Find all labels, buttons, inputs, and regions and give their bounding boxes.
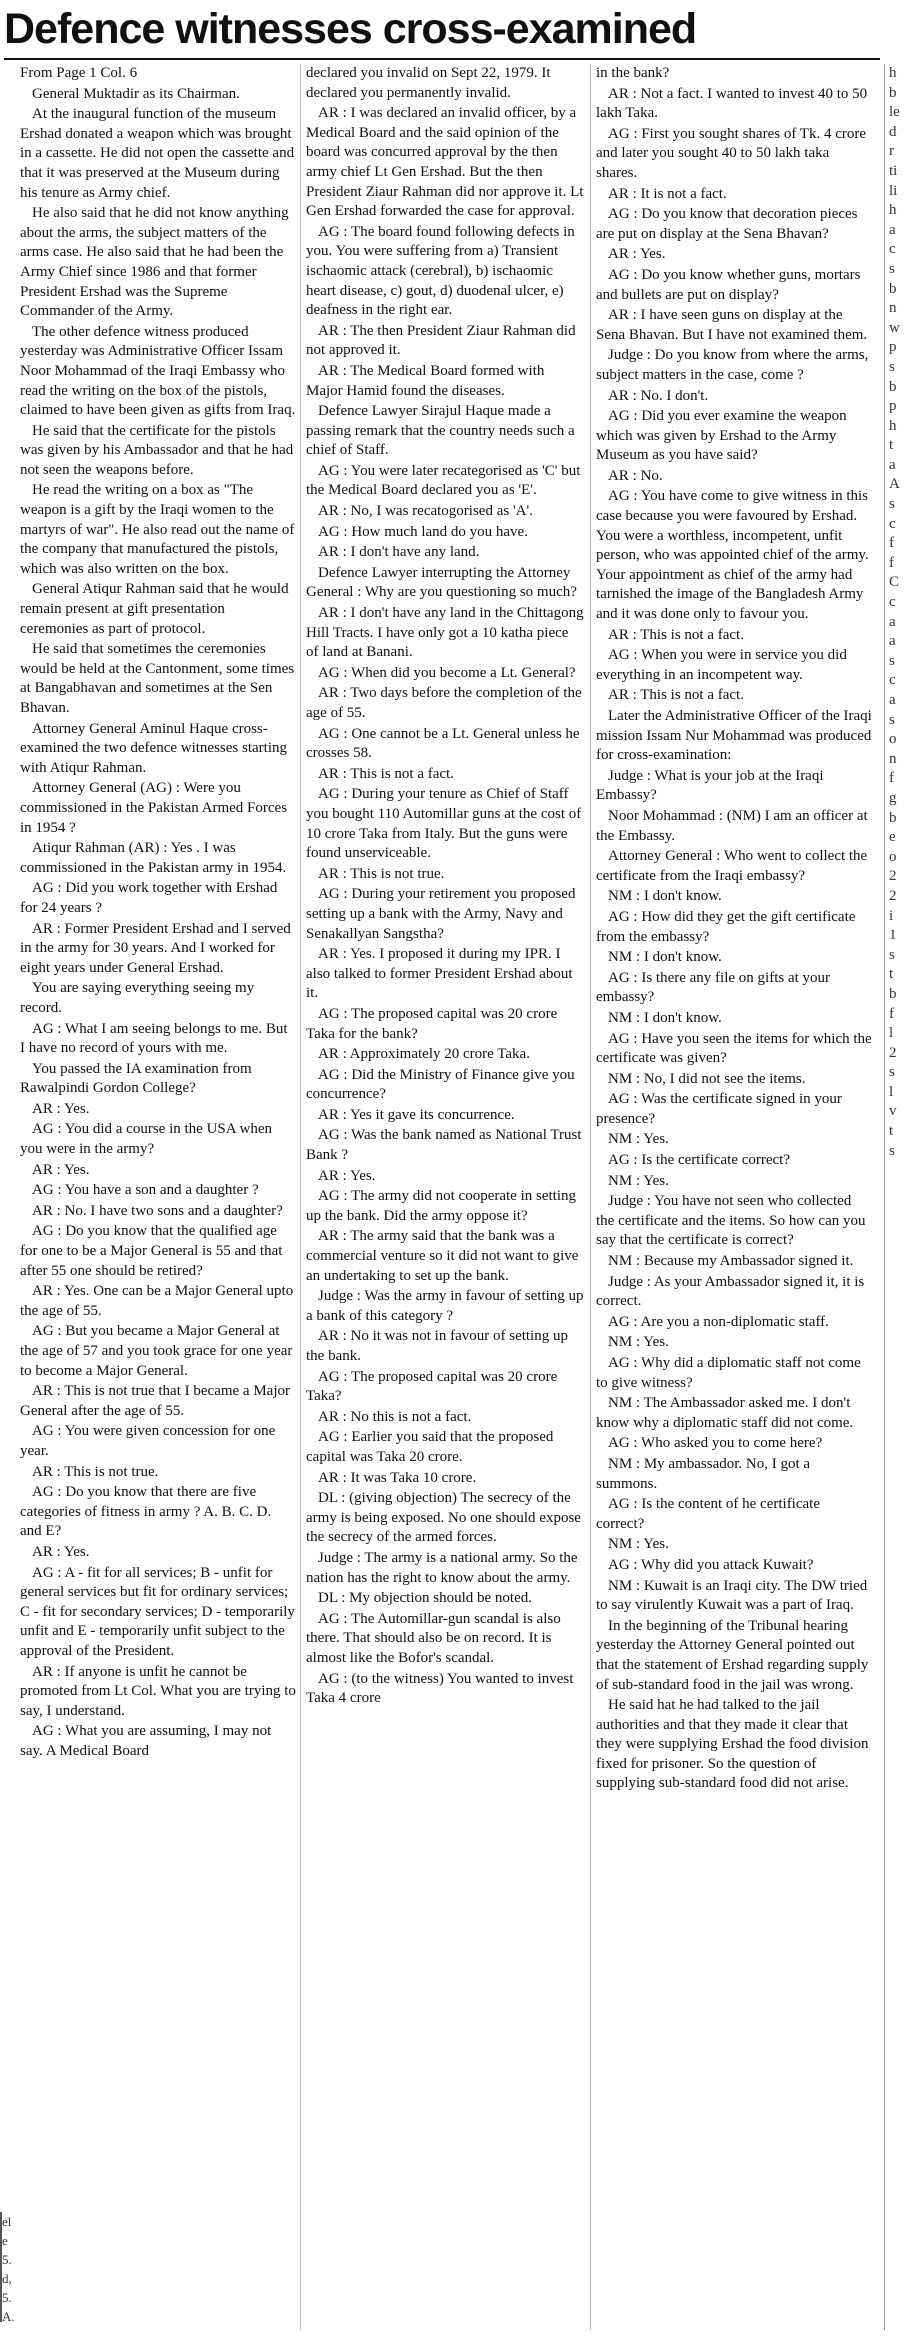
article-paragraph: Judge : What is your job at the Iraqi Embassy?	[596, 767, 824, 804]
article-column-2	[306, 64, 584, 2330]
article-paragraph: AR : Former President Ershad and I served in the army for 30 years. And I worked for eight years under General Ershad.	[20, 920, 291, 976]
article-paragraph: AG : The board found following defects in you. You were suffering from a) Transient ischaomic attack (cerebral), b) ischaomic heart disease, c) gout, d) duodenal ulcer, e) deafness in the right ear.	[306, 223, 575, 319]
article-paragraph: AR : It is not a fact.	[608, 185, 727, 202]
article-paragraph: He said that sometimes the ceremonies would be held at the Cantonment, some times at Bangabhavan and sometimes at the Sen Bhavan.	[20, 641, 295, 716]
article-column-3	[596, 64, 872, 2330]
column-rule	[300, 64, 301, 2330]
article-paragraph: AG : Do you know that decoration pieces are put on display at the Sena Bhavan?	[596, 206, 858, 242]
article-paragraph: AR : This is not a fact.	[608, 687, 744, 704]
article-paragraph: NM : Yes.	[608, 1172, 669, 1189]
fragment-line: b	[889, 809, 897, 826]
article-paragraph: AG : Do you know whether guns, mortars and bullets are put on display?	[596, 266, 861, 303]
article-paragraph: AG : What you are assuming, I may not say. A Medical Board	[20, 1723, 272, 1759]
article-paragraph: in the bank?	[596, 65, 670, 81]
article-paragraph: NM : Because my Ambassador signed it.	[608, 1253, 854, 1270]
article-paragraph: AG : You have a son and a daughter ?	[32, 1182, 259, 1199]
fragment-line: s	[889, 1064, 895, 1081]
article-paragraph: AG : The proposed capital was 20 crore Taka for the bank?	[306, 1005, 558, 1042]
article-paragraph: AG : You have come to give witness in this case because you were favoured by Ershad. You were a worthless, incompetent, unfit person, who was appointed chief of the army. Your appointment as chief of the army had tarnished the image of the Bangladesh Army and it was done only to favour you.	[596, 488, 869, 623]
article-paragraph: AR : Yes.	[32, 1161, 90, 1178]
article-paragraph: AG : You were given concession for one year.	[20, 1423, 276, 1459]
article-paragraph: AG : Is there any file on gifts at your embassy?	[596, 969, 831, 1006]
article-paragraph: AR : This is not a fact.	[318, 765, 454, 782]
article-paragraph: He also said that he did not know anything about the arms, the subject matters of the arms case. He also said that he had been the Army Chief since 1986 and that former President Ershad was the Supreme Commander of the Army.	[20, 205, 289, 320]
fragment-line: e	[2, 2233, 8, 2248]
article-paragraph: Noor Mohammad : (NM) I am an officer at the Embassy.	[596, 807, 868, 844]
adjacent-article-fragment-left	[0, 2212, 16, 2322]
fragment-line: l	[889, 1083, 894, 1100]
article-paragraph: In the beginning of the Tribunal hearing yesterday the Attorney General pointed out that the statement of Ershad regarding supply of sub-standard food in the jail was wrong.	[596, 1617, 869, 1693]
fragment-line: s	[889, 652, 895, 669]
article-paragraph: NM : Kuwait is an Iraqi city. The DW tried to say virulently Kuwait was a part of Iraq.	[596, 1577, 868, 1614]
article-paragraph: AG : When did you become a Lt. General?	[318, 664, 576, 681]
article-paragraph: AR : Yes.	[608, 246, 666, 263]
article-paragraph: AG : But you became a Major General at the age of 57 and you took grace for one year to become a Major General.	[20, 1323, 293, 1379]
article-paragraph: AR : I don't have any land in the Chittagong Hill Tracts. I have only got a 10 katha piece of land at Banani.	[306, 605, 584, 661]
article-paragraph: He said hat he had talked to the jail authorities and that they made it clear that they were supplying Ershad the food division fixed for prisoner. So the question of supplying sub-standard food did not arise.	[596, 1697, 869, 1792]
headline: Defence witnesses cross-examined	[4, 0, 880, 60]
fragment-line: c	[889, 672, 896, 689]
article-paragraph: AR : No. I have two sons and a daughter?	[32, 1202, 283, 1219]
fragment-line: a	[889, 456, 896, 473]
fragment-line: n	[889, 750, 897, 767]
article-paragraph: He read the writing on a box as "The weapon is a gift by the Iraqi women to the martyrs of war". He also read out the name of the company that manufactured the pistols, which was also written on the box.	[20, 482, 295, 577]
fragment-line: i	[889, 907, 894, 924]
article-paragraph: Attorney General : Who went to collect the certificate from the Iraqi embassy?	[596, 848, 868, 884]
fragment-line: p	[889, 339, 897, 356]
article-paragraph: AG : How much land do you have.	[318, 523, 528, 540]
fragment-line: s	[889, 358, 895, 375]
fragment-line: s	[889, 711, 895, 728]
article-paragraph: Atiqur Rahman (AR) : Yes . I was commissioned in the Pakistan army in 1954.	[20, 840, 287, 876]
article-paragraph: AG : (to the witness) You wanted to invest Taka 4 crore	[306, 1670, 574, 1707]
article-paragraph: The other defence witness produced yesterday was Administrative Officer Issam Noor Mohammad of the Iraqi Embassy who read the writing on the box of the pistols, claimed to have been given as gifts from Iraq.	[20, 323, 296, 419]
article-paragraph: AR : This is not a fact.	[608, 626, 744, 643]
article-paragraph: You passed the IA examination from Rawalpindi Gordon College?	[20, 1060, 252, 1097]
article-paragraph: At the inaugural function of the museum Ershad donated a weapon which was brought in a cassette. He did not open the cassette and that it was preserved at the Museum during his tenure as Army chief.	[20, 106, 295, 201]
article-paragraph: Defence Lawyer interrupting the Attorney General : Why are you questioning so much?	[306, 564, 577, 601]
fragment-line: n	[889, 300, 897, 317]
article-paragraph: AR : If anyone is unfit he cannot be promoted from Lt Col. What you are trying to say, I understand.	[20, 1663, 296, 1719]
fragment-line: h	[889, 65, 897, 81]
fragment-line: A	[889, 476, 900, 493]
adjacent-article-fragment	[884, 64, 916, 2330]
fragment-line: li	[889, 182, 898, 199]
article-paragraph: AR : No it was not in favour of setting up the bank.	[306, 1328, 568, 1364]
fragment-line: t	[889, 1123, 894, 1140]
article-paragraph: AG : The Automillar-gun scandal is also there. That should also be on record. It is almost like the Bofor's scandal.	[306, 1610, 561, 1666]
article-paragraph: Later the Administrative Officer of the Iraqi mission Issam Nur Mohammad was produced for cross-examination:	[596, 708, 872, 764]
fragment-line: s	[889, 946, 895, 963]
fragment-line: w	[889, 319, 900, 336]
article-paragraph: Defence Lawyer Sirajul Haque made a passing remark that the country needs such a chief of Staff.	[306, 403, 575, 459]
fragment-line: a	[889, 613, 896, 630]
article-paragraph: Attorney General (AG) : Were you commissioned in the Pakistan Armed Forces in 1954 ?	[20, 780, 288, 836]
fragment-line: v	[889, 1103, 897, 1120]
article-paragraph: AR : This is not true.	[318, 865, 445, 882]
article-paragraph: AR : Yes.	[32, 1543, 90, 1560]
fragment-line: e	[889, 829, 896, 846]
article-paragraph: AR : Yes.	[32, 1100, 90, 1117]
article-paragraph: General Atiqur Rahman said that he would remain present at gift presentation ceremonies as part of protocol.	[20, 581, 289, 637]
fragment-line: o	[889, 731, 897, 748]
column-rule	[590, 64, 591, 2330]
article-paragraph: NM : I don't know.	[608, 1009, 722, 1026]
article-paragraph: NM : Yes.	[608, 1334, 669, 1351]
article-paragraph: AG : Why did you attack Kuwait?	[608, 1556, 814, 1573]
article-paragraph: AR : The then President Ziaur Rahman did not approved it.	[306, 322, 576, 359]
fragment-line: ti	[889, 162, 898, 179]
fragment-line: s	[889, 1142, 895, 1159]
article-paragraph: AG : The army did not cooperate in setting up the bank. Did the army oppose it?	[306, 1188, 576, 1224]
article-paragraph: AG : A - fit for all services; B - unfit for general services but fit for ordinary services; C - fit for secondary services; D - temporarily unfit and E - temporarily unfit subject to the approval of the President.	[20, 1564, 295, 1659]
article-paragraph: AG : Did you ever examine the weapon which was given by Ershad to the Army Museum as you have said?	[596, 408, 847, 464]
fragment-line: l	[889, 1025, 894, 1042]
article-paragraph: Judge : Do you know from where the arms, subject matters in the case, come ?	[596, 347, 869, 383]
fragment-line: f	[889, 554, 894, 571]
article-paragraph: AR : This is not true that I became a Major General after the age of 55.	[20, 1383, 290, 1419]
fragment-line: f	[889, 770, 894, 787]
fragment-line: a	[889, 692, 896, 708]
article-paragraph: NM : Yes.	[608, 1131, 669, 1148]
fragment-line: d,	[2, 2271, 12, 2286]
article-paragraph: AG : Who asked you to come here?	[608, 1435, 823, 1452]
fragment-line: c	[889, 241, 896, 258]
article-paragraph: AR : No. I don't.	[608, 387, 709, 404]
article-paragraph: AG : Was the certificate signed in your presence?	[596, 1091, 842, 1127]
article-paragraph: Attorney General Aminul Haque cross-examined the two defence witnesses starting with Atiqur Rahman.	[20, 720, 287, 776]
fragment-line: h	[889, 417, 897, 434]
article-paragraph: AG : Was the bank named as National Trust Bank ?	[306, 1127, 582, 1164]
article-paragraph: AR : Yes it gave its concurrence.	[318, 1106, 515, 1123]
article-paragraph: AR : Approximately 20 crore Taka.	[318, 1046, 530, 1063]
article-paragraph: AG : Are you a non-diplomatic staff.	[608, 1313, 829, 1330]
article-paragraph: Judge : As your Ambassador signed it, it is correct.	[596, 1273, 865, 1310]
article-paragraph: DL : (giving objection) The secrecy of the army is being exposed. No one should expose the secrecy of the armed forces.	[306, 1490, 581, 1546]
article-paragraph: AG : Did you work together with Ershad for 24 years ?	[20, 880, 278, 916]
article-paragraph: AG : You did a course in the USA when you were in the army?	[20, 1121, 272, 1158]
article-paragraph: AG : Did the Ministry of Finance give you concurrence?	[306, 1066, 575, 1103]
fragment-line: g	[889, 789, 897, 806]
fragment-line: 2	[889, 887, 897, 904]
fragment-line: A.	[2, 2309, 15, 2322]
article-paragraph: NM : The Ambassador asked me. I don't know why a diplomatic staff did not come.	[596, 1395, 854, 1431]
article-paragraph: AG : The proposed capital was 20 crore Taka?	[306, 1368, 558, 1405]
article-paragraph: AG : During your retirement you proposed setting up a bank with the Army, Navy and Senakallyan Sangstha?	[306, 886, 576, 942]
article-paragraph: AR : I have seen guns on display at the Sena Bhavan. But I have not examined them.	[596, 307, 868, 343]
article-paragraph: NM : Yes.	[608, 1536, 669, 1553]
article-paragraph: AG : Earlier you said that the proposed capital was Taka 20 crore.	[306, 1429, 554, 1465]
fragment-line: s	[889, 496, 895, 513]
article-paragraph: NM : No, I did not see the items.	[608, 1070, 806, 1087]
article-paragraph: AG : Do you know that the qualified age for one to be a Major General is 55 and that after 55 one should be retired?	[20, 1223, 283, 1279]
article-paragraph: AR : No this is not a fact.	[318, 1408, 472, 1425]
article-paragraph: AG : You were later recategorised as 'C' but the Medical Board declared you as 'E'.	[306, 462, 581, 499]
fragment-line: 2	[889, 1044, 897, 1061]
article-paragraph: You are saying everything seeing my record.	[20, 980, 255, 1016]
fragment-line: a	[889, 633, 896, 650]
article-paragraph: AR : Yes. One can be a Major General upto the age of 55.	[20, 1283, 294, 1319]
article-paragraph: Judge : The army is a national army. So the nation has the right to know about the army.	[306, 1549, 578, 1586]
article-paragraph: AR : Not a fact. I wanted to invest 40 to 50 lakh Taka.	[596, 85, 868, 122]
article-paragraph: AG : During your tenure as Chief of Staff you bought 110 Automillar guns at the cost of 10 crore Taka from Italy. But the guns were found unserviceable.	[306, 786, 582, 862]
fragment-line: b	[889, 280, 897, 297]
fragment-line: f	[889, 1005, 894, 1022]
fragment-line: el	[2, 2214, 12, 2229]
article-paragraph: AR : Yes.	[318, 1167, 376, 1184]
fragment-line: h	[889, 202, 897, 219]
fragment-line: p	[889, 398, 897, 415]
article-paragraph: AG : Have you seen the items for which the certificate was given?	[596, 1030, 872, 1067]
article-paragraph: DL : My objection should be noted.	[318, 1590, 532, 1607]
article-paragraph: He said that the certificate for the pistols was given by his Ambassador and that he had not seen the weapons before.	[20, 422, 294, 478]
article-paragraph: AG : Is the content of he certificate correct?	[596, 1496, 820, 1532]
fragment-line: s	[889, 260, 895, 277]
article-paragraph: AG : Why did a diplomatic staff not come to give witness?	[596, 1355, 861, 1391]
article-paragraph: Judge : You have not seen who collected the certificate and the items. So how can you say that the certificate is correct?	[596, 1193, 866, 1249]
article-paragraph: AR : No.	[608, 467, 663, 484]
fragment-line: 5.	[2, 2252, 12, 2267]
article-paragraph: AG : How did they get the gift certificate from the embassy?	[596, 908, 856, 945]
fragment-line: le	[889, 104, 900, 121]
article-paragraph: AG : When you were in service you did everything in an incompetent way.	[596, 647, 847, 683]
fragment-line: t	[889, 437, 894, 454]
article-paragraph: AG : What I am seeing belongs to me. But I have no record of yours with me.	[20, 1020, 288, 1057]
article-paragraph: AR : This is not true.	[32, 1463, 159, 1480]
article-paragraph: General Muktadir as its Chairman.	[32, 85, 240, 102]
article-paragraph: NM : My ambassador. No, I got a summons.	[596, 1455, 811, 1492]
article-paragraph: AG : Is the certificate correct?	[608, 1152, 790, 1169]
fragment-line: 5.	[2, 2290, 12, 2305]
fragment-line: 2	[889, 868, 897, 885]
fragment-line: d	[889, 123, 897, 140]
fragment-line: 1	[889, 927, 897, 944]
fragment-line: c	[889, 594, 896, 611]
fragment-line: t	[889, 966, 894, 983]
article-paragraph: AR : The Medical Board formed with Major Hamid found the diseases.	[306, 362, 545, 399]
article-paragraph: From Page 1 Col. 6	[20, 65, 138, 81]
fragment-line: b	[889, 378, 897, 395]
fragment-line: f	[889, 535, 894, 552]
article-paragraph: AR : I don't have any land.	[318, 544, 480, 561]
fragment-line: b	[889, 985, 897, 1002]
fragment-line: r	[889, 143, 894, 160]
article-paragraph: NM : I don't know.	[608, 888, 722, 905]
article-paragraph: AG : One cannot be a Lt. General unless he crosses 58.	[306, 725, 580, 762]
fragment-line: C	[889, 574, 900, 591]
article-paragraph: NM : I don't know.	[608, 949, 722, 966]
fragment-line: o	[889, 848, 897, 865]
article-paragraph: AR : Yes. I proposed it during my IPR. I also talked to former President Ershad about it.	[306, 946, 573, 1002]
article-paragraph: AR : Two days before the completion of the age of 55.	[306, 685, 582, 721]
article-paragraph: AG : Do you know that there are five categories of fitness in army ? A. B. C. D. and E?	[20, 1484, 272, 1540]
article-paragraph: AG : First you sought shares of Tk. 4 crore and later you sought 40 to 50 lakh taka shares.	[596, 125, 867, 181]
article-paragraph: Judge : Was the army in favour of setting up a bank of this category ?	[306, 1288, 584, 1324]
article-paragraph: declared you invalid on Sept 22, 1979. It declared you permanently invalid.	[306, 65, 551, 101]
article-column-1	[20, 64, 296, 2330]
article-paragraph: AR : It was Taka 10 crore.	[318, 1469, 477, 1486]
article-paragraph: AR : No, I was recatogorised as 'A'.	[318, 503, 533, 520]
article-paragraph: AR : The army said that the bank was a commercial venture so it did not want to give an undertaking to set up the bank.	[306, 1228, 579, 1284]
article-paragraph: AR : I was declared an invalid officer, by a Medical Board and the said opinion of the board was concurred approval by the then army chief Lt Gen Ershad. But the then President Ziaur Rahman did nor approve it. Lt Gen Ershad forwarded the case for approval.	[306, 105, 584, 220]
fragment-line: b	[889, 84, 897, 101]
fragment-line: c	[889, 515, 896, 532]
fragment-line: a	[889, 221, 896, 238]
